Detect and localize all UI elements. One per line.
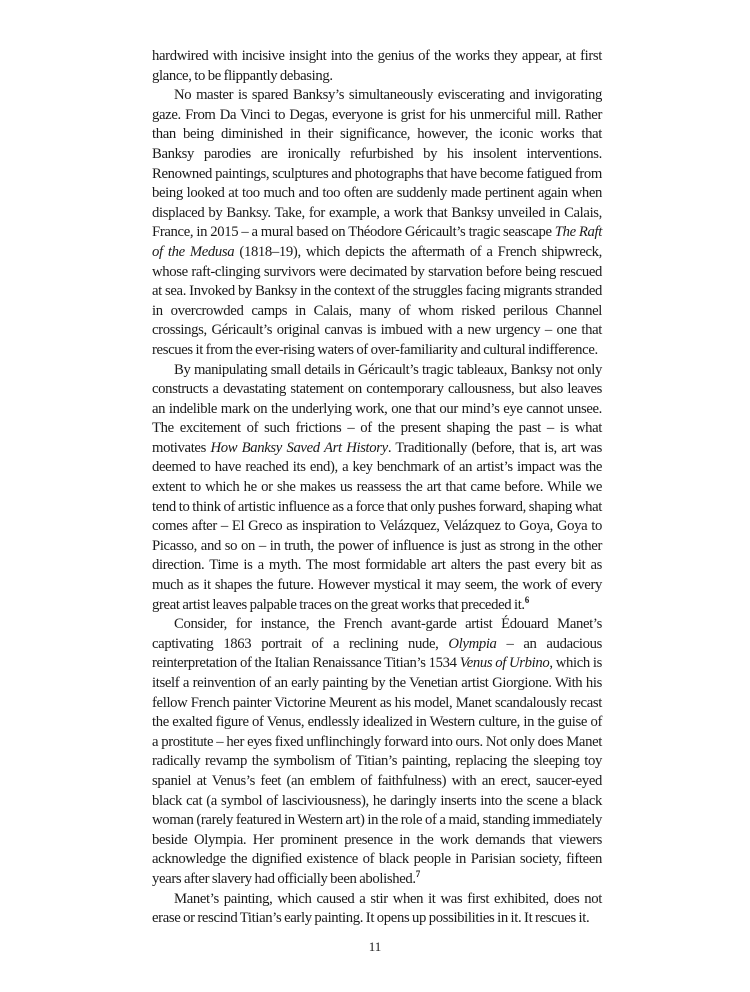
paragraph bbox=[152, 890, 602, 929]
footnote-reference: 6 bbox=[524, 594, 529, 605]
text-run: Manet’s painting, which caused a stir when it was first exhibited, does not erase or rescind Titian’s early painting. It opens up possibilities in it. It rescues it. bbox=[152, 890, 602, 927]
page-content bbox=[152, 47, 602, 929]
text-run: , which is itself a reinvention of an early painting by the Venetian artist Giorgione. With his fellow French painter Victorine Meurent as his model, Manet scandalously recast the exalted figure of Venus, endlessly idealized in Western culture, in the guise of a prostitute – her eyes fixed unflinchingly forward into ours. Not only does Manet radically revamp the symbolism of Titian’s painting, replacing the sleeping toy spaniel at Venus’s feet (an emblem of faithfulness) with an erect, saucer-eyed black cat (a symbol of lasciviousness), he daringly inserts into the scene a black woman (rarely featured in Western art) in the role of a maid, standing immediately beside Olympia. Her prominent presence in the work demands that viewers acknowledge the dignified existence of black people in Parisian society, fifteen years after slavery had officially been abolished. bbox=[152, 655, 602, 887]
paragraph bbox=[152, 86, 602, 360]
text-run: . Traditionally (before, that is, art was deemed to have reached its end), a key benchmark of an artist’s impact was the extent to which he or she makes us reassess the art that came before. While we tend to think of artistic influence as a force that only pushes forward, shaping what comes after – El Greco as inspiration to Velázquez, Velázquez to Goya, Goya to Picasso, and so on – in truth, the power of influence is just as strong in the other direction. Time is a myth. The most formidable art alters the past every bit as much as it shapes the future. However mystical it may seem, the work of every great artist leaves palpable traces on the great works that preceded it. bbox=[152, 439, 602, 613]
text-run: – an audacious reinterpretation of the Italian Renaissance Titian’s 1534 bbox=[152, 635, 603, 672]
paragraph bbox=[152, 615, 602, 889]
italic-title: Venus of Urbino bbox=[459, 655, 550, 672]
footnote-reference: 7 bbox=[415, 869, 420, 880]
text-run: (1818–19), which depicts the aftermath of a French shipwreck, whose raft-clinging survivors were decimated by starvation before being rescued at sea. Invoked by Banksy in the context of the struggles facing migrants stranded in overcrowded camps in Calais, many of whom risked perilous Channel crossings, Géricault’s original canvas is imbued with a new urgency – one that rescues it from the ever-rising waters of over-familiarity and cultural indifference. bbox=[152, 243, 603, 358]
text-run: hardwired with incisive insight into the genius of the works they appear, at first glance, to be flippantly debasing. bbox=[152, 48, 602, 84]
page-number: 11 bbox=[368, 939, 382, 954]
text-run: By manipulating small details in Géricault’s tragic tableaux, Banksy not only constructs a devastating statement on contemporary callousness, but also leaves an indelible mark on the underlying work, one that our mind’s eye cannot unsee. The excitement of such frictions – of the present shaping the past – is what motivates bbox=[152, 361, 602, 456]
text-run: Consider, for instance, the French avant-garde artist Édouard Manet’s captivating 1863 portrait of a reclining nude, bbox=[152, 616, 602, 652]
paragraph bbox=[152, 47, 602, 86]
paragraph bbox=[152, 361, 602, 616]
italic-title: The Raft of the Medusa bbox=[152, 224, 602, 260]
italic-title: Olympia bbox=[448, 635, 497, 652]
text-run: No master is spared Banksy’s simultaneously eviscerating and invigorating gaze. From Da Vinci to Degas, everyone is grist for his unmerciful mill. Rather than being diminished in their significance, however, the iconic works that Banksy parodies are ironically refurbished by his insolent interventions. Renowned paintings, sculptures and photographs that have become fatigued from being looked at too much and too often are suddenly made pertinent again when displaced by Banksy. Take, for example, a work that Banksy unveiled in Calais, France, in 2015 – a mural based on Théodore Géricault’s tragic seascape bbox=[152, 87, 602, 241]
body-text bbox=[152, 47, 602, 929]
italic-title: How Banksy Saved Art History bbox=[210, 439, 388, 456]
